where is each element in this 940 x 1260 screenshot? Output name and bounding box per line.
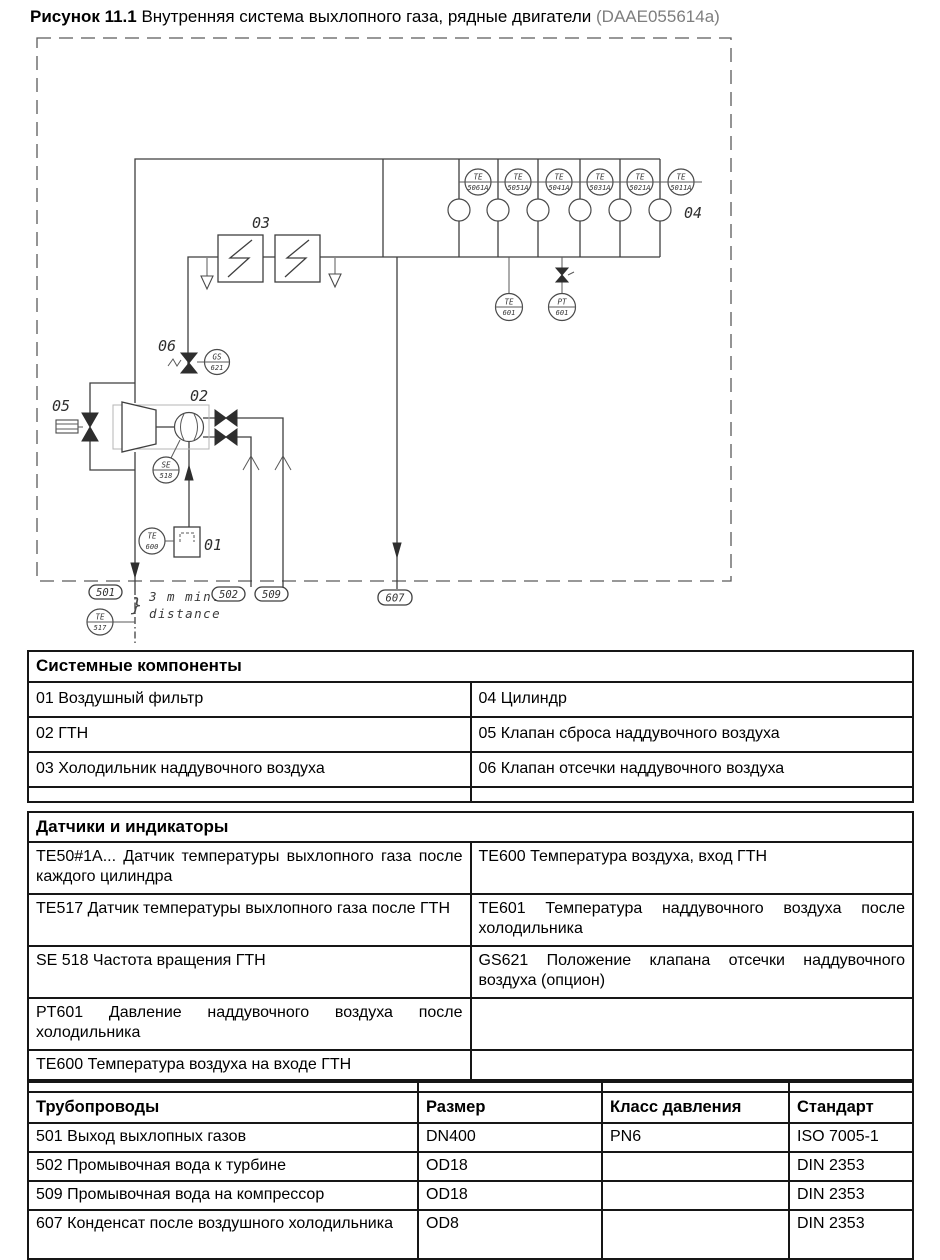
cylinder-port bbox=[448, 199, 470, 221]
table-cell: 509 Промывочная вода на компрессор bbox=[28, 1181, 418, 1210]
table-cell bbox=[471, 998, 914, 1050]
table-cell: 02 ГТН bbox=[28, 717, 471, 752]
te600-tag: TE bbox=[147, 531, 157, 541]
piping-table bbox=[27, 1081, 914, 1259]
table-header-row bbox=[28, 1092, 913, 1122]
compressor-icon bbox=[175, 413, 204, 442]
table-row bbox=[28, 842, 913, 894]
shutoff-valve-label: 06 bbox=[158, 337, 177, 355]
table-cell: PT601 Давление наддувочного воздуха после холодильника bbox=[28, 998, 471, 1050]
table-cell: DN400 bbox=[418, 1123, 602, 1152]
table-cell: DIN 2353 bbox=[789, 1152, 913, 1181]
table-row bbox=[28, 894, 913, 946]
table-cell: TE517 Датчик температуры выхлопного газа после ГТН bbox=[28, 894, 471, 946]
shutoff-valve-06 bbox=[158, 337, 230, 375]
table-cell bbox=[602, 1082, 789, 1092]
sensor-tag-number: 5031A bbox=[589, 184, 611, 192]
bypass-valve-05 bbox=[52, 397, 98, 441]
te517-tag: TE bbox=[95, 612, 105, 622]
sensor-tag: TE bbox=[595, 172, 605, 182]
valve-icon bbox=[226, 429, 237, 445]
flow-arrow-up-icon bbox=[185, 466, 193, 480]
table-cell bbox=[789, 1082, 913, 1092]
te601-tag: TE bbox=[504, 297, 514, 307]
table-cell: TE600 Температура воздуха, вход ГТН bbox=[471, 842, 914, 894]
table-cell: 06 Клапан отсечки наддувочного воздуха bbox=[471, 752, 914, 787]
drain-arrow-left-icon bbox=[201, 276, 213, 289]
piping-lines bbox=[90, 159, 660, 645]
figure-title: Внутренняя система выхлопного газа, рядные двигатели bbox=[136, 7, 597, 26]
sensor-tag-number: 5021A bbox=[629, 184, 651, 192]
table-cell bbox=[471, 1050, 914, 1080]
sensor-tag-number: 5041A bbox=[548, 184, 570, 192]
sensor-tag: TE bbox=[676, 172, 686, 182]
piping-col-header: Размер bbox=[418, 1092, 602, 1122]
air-filter bbox=[139, 527, 222, 557]
table-row bbox=[28, 787, 913, 802]
table-cell: OD18 bbox=[418, 1181, 602, 1210]
flushing-water-valves bbox=[215, 410, 291, 470]
table-cell bbox=[28, 1082, 418, 1092]
turbine-icon bbox=[122, 402, 156, 452]
table-cell: OD8 bbox=[418, 1210, 602, 1259]
sensor-tag-number: 5061A bbox=[467, 184, 489, 192]
tables-section bbox=[27, 650, 914, 1260]
piping-col-header: Стандарт bbox=[789, 1092, 913, 1122]
valve-icon bbox=[215, 410, 226, 426]
charge-air-cooler bbox=[201, 214, 341, 289]
svg-text:509: 509 bbox=[262, 589, 281, 601]
table-cell: 04 Цилиндр bbox=[471, 682, 914, 717]
table-cell: 05 Клапан сброса наддувочного воздуха bbox=[471, 717, 914, 752]
valve-icon bbox=[181, 353, 197, 363]
table-row bbox=[28, 682, 913, 717]
table-cell: 502 Промывочная вода к турбине bbox=[28, 1152, 418, 1181]
se518-tag: SE bbox=[161, 460, 171, 470]
table-cell: 03 Холодильник наддувочного воздуха bbox=[28, 752, 471, 787]
table-cell: DIN 2353 bbox=[789, 1181, 913, 1210]
te517-number: 517 bbox=[93, 624, 107, 632]
table-cell: 01 Воздушный фильтр bbox=[28, 682, 471, 717]
table-cell: PN6 bbox=[602, 1123, 789, 1152]
table-cell: GS621 Положение клапана отсечки наддувочного воздуха (опцион) bbox=[471, 946, 914, 998]
se518-sensor bbox=[153, 440, 180, 483]
table-cell bbox=[602, 1152, 789, 1181]
table-cell bbox=[28, 787, 471, 802]
cylinder-port bbox=[487, 199, 509, 221]
sensor-tag: TE bbox=[513, 172, 523, 182]
te600-number: 600 bbox=[145, 543, 159, 551]
gs621-tag: GS bbox=[212, 352, 222, 362]
table-cell: OD18 bbox=[418, 1152, 602, 1181]
flow-arrow-down-icon bbox=[131, 563, 139, 577]
te601-number: 601 bbox=[502, 309, 516, 317]
table-cell: TE50#1A... Датчик температуры выхлопного газа после каждого цилиндра bbox=[28, 842, 471, 894]
distance-brace: } bbox=[131, 594, 143, 616]
table-cell bbox=[602, 1210, 789, 1259]
table-row bbox=[28, 717, 913, 752]
figure-doc-code: (DAAE055614a) bbox=[596, 7, 720, 26]
drain-arrow-right-icon bbox=[329, 274, 341, 287]
engine-room-boundary bbox=[37, 38, 731, 581]
table-row bbox=[28, 1181, 913, 1210]
cylinder-port bbox=[649, 199, 671, 221]
flow-arrow-down-icon bbox=[393, 543, 401, 557]
flow-arrows bbox=[131, 466, 401, 577]
table-row bbox=[28, 1123, 913, 1152]
sensor-tag-number: 5011A bbox=[670, 184, 692, 192]
turbocharger-label: 02 bbox=[190, 387, 209, 405]
table-row bbox=[28, 752, 913, 787]
piping-col-header: Трубопроводы bbox=[28, 1092, 418, 1122]
gs621-number: 621 bbox=[210, 364, 224, 372]
sensor-tag: TE bbox=[473, 172, 483, 182]
valve-icon bbox=[181, 363, 197, 373]
sensor-tag-number: 5051A bbox=[507, 184, 529, 192]
table-row bbox=[28, 1050, 913, 1080]
sensor-tag: TE bbox=[635, 172, 645, 182]
valve-icon bbox=[82, 427, 98, 441]
turbocharger bbox=[113, 387, 209, 452]
pt601-tag: PT bbox=[557, 297, 567, 307]
charge-air-instruments bbox=[495, 268, 576, 321]
table-cell: ISO 7005-1 bbox=[789, 1123, 913, 1152]
cylinder-bank bbox=[448, 199, 702, 222]
valve-icon bbox=[556, 268, 568, 275]
cooler-label: 03 bbox=[252, 214, 271, 232]
table-cell: TE600 Температура воздуха на входе ГТН bbox=[28, 1050, 471, 1080]
table-cell bbox=[602, 1181, 789, 1210]
air-filter-label: 01 bbox=[204, 536, 223, 554]
svg-text:502: 502 bbox=[219, 589, 238, 601]
se518-number: 518 bbox=[159, 472, 173, 480]
valve-icon bbox=[215, 429, 226, 445]
sensors-table-header: Датчики и индикаторы bbox=[28, 812, 913, 843]
system-components-table bbox=[27, 650, 914, 803]
valve-actuator-icon bbox=[56, 420, 78, 433]
table-row bbox=[28, 946, 913, 998]
table-row bbox=[28, 1152, 913, 1181]
cylinder-label: 04 bbox=[684, 204, 703, 222]
table-cell bbox=[418, 1082, 602, 1092]
valve-icon bbox=[82, 413, 98, 427]
valve-icon bbox=[226, 410, 237, 426]
piping-col-header: Класс давления bbox=[602, 1092, 789, 1122]
distance-note-line2: distance bbox=[149, 606, 222, 621]
bypass-valve-label: 05 bbox=[52, 397, 71, 415]
table-cell: 501 Выход выхлопных газов bbox=[28, 1123, 418, 1152]
table-cell: SE 518 Частота вращения ГТН bbox=[28, 946, 471, 998]
cylinder-port bbox=[569, 199, 591, 221]
components-table-header: Системные компоненты bbox=[28, 651, 913, 682]
cylinder-port bbox=[609, 199, 631, 221]
table-cell: 607 Конденсат после воздушного холодильника bbox=[28, 1210, 418, 1259]
table-row bbox=[28, 1082, 913, 1092]
table-row bbox=[28, 998, 913, 1050]
sensors-indicators-table bbox=[27, 811, 914, 1082]
svg-text:607: 607 bbox=[385, 592, 405, 605]
table-cell bbox=[471, 787, 914, 802]
distance-note-line1: 3 m min. bbox=[149, 589, 222, 604]
svg-text:501: 501 bbox=[96, 587, 115, 599]
table-cell: TE601 Температура наддувочного воздуха после холодильника bbox=[471, 894, 914, 946]
cylinder-port bbox=[527, 199, 549, 221]
table-row bbox=[28, 1210, 913, 1259]
valve-icon bbox=[556, 275, 568, 282]
figure-number: Рисунок 11.1 bbox=[30, 7, 137, 26]
table-cell: DIN 2353 bbox=[789, 1210, 913, 1259]
sensor-tag: TE bbox=[554, 172, 564, 182]
pt601-number: 601 bbox=[555, 309, 569, 317]
